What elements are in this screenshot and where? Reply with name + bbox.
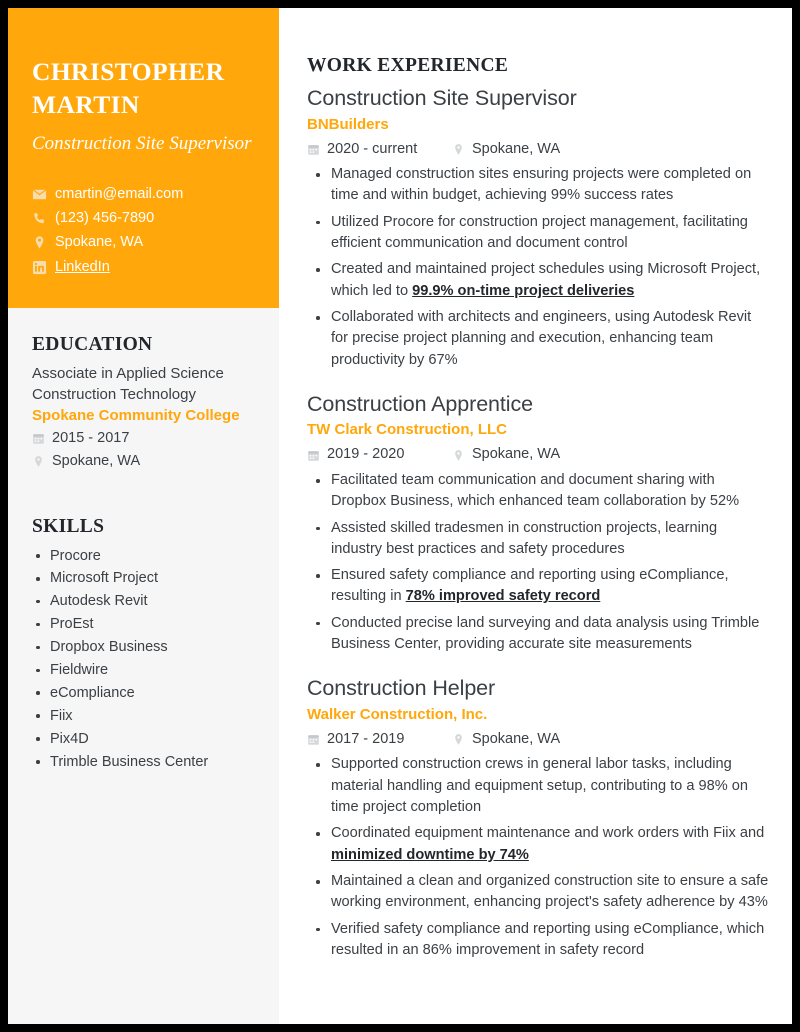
contact-location-text: Spokane, WA	[55, 234, 144, 251]
education-degree: Associate in Applied Science	[32, 364, 224, 382]
job-entry	[307, 391, 770, 656]
job-bullet	[307, 259, 770, 302]
job-company: Walker Construction, Inc.	[307, 705, 488, 723]
bullet-text: Facilitated team communication and document sharing with Dropbox Business, which enhanced team collaboration by 52%	[331, 471, 740, 510]
bullet-text: Verified safety compliance and reporting using eCompliance, which resulted in an 86% improvement in safety record	[331, 920, 765, 958]
bullet-text: Utilized Procore for construction project management, facilitating efficient communication and document control	[331, 213, 748, 252]
job-bullet	[307, 823, 770, 866]
education-location	[32, 450, 255, 473]
location-pin-icon	[32, 235, 47, 250]
contact-phone-text: (123) 456-7890	[55, 210, 155, 227]
education-school: Spokane Community College	[32, 407, 240, 425]
job-bullet-list	[307, 754, 770, 961]
skill-item: Autodesk Revit	[32, 590, 255, 613]
job-bullet	[307, 754, 770, 818]
phone-icon	[32, 211, 47, 226]
bullet-text: Supported construction crews in general labor tasks, including material handling and equipment setup, contributing to a 98% on time project completion	[331, 756, 749, 816]
bullet-text: Created and maintained project schedules using Microsoft Project, which led to	[331, 261, 761, 299]
job-dates-text: 2017 - 2019	[327, 730, 405, 747]
location-pin-icon	[452, 733, 465, 746]
job-dates	[307, 443, 452, 466]
job-entry	[307, 85, 770, 371]
job-location	[452, 728, 560, 751]
job-location-text: Spokane, WA	[472, 730, 561, 747]
job-bullet	[307, 518, 770, 561]
bullet-text: Managed construction sites ensuring projects were completed on time and within budget, achieving 99% success rates	[331, 166, 752, 204]
job-entry	[307, 675, 770, 961]
jobs-container	[307, 85, 770, 961]
calendar-icon	[307, 733, 320, 746]
location-pin-icon	[32, 455, 45, 468]
job-bullet-list	[307, 470, 770, 655]
skill-item: Fiix	[32, 705, 255, 728]
sidebar-header	[8, 8, 279, 308]
contact-email-text: cmartin@email.com	[55, 185, 184, 202]
bullet-highlight: 99.9% on-time project deliveries	[412, 282, 635, 299]
envelope-icon	[32, 187, 47, 202]
job-bullet	[307, 470, 770, 513]
bullet-text: Maintained a clean and organized construction site to ensure a safe working environment, enhancing project's safety adherence by 43%	[331, 872, 769, 911]
education-section	[32, 334, 255, 474]
candidate-name: CHRISTOPHER MARTIN	[32, 57, 225, 119]
skill-item: Dropbox Business	[32, 636, 255, 659]
sidebar	[8, 8, 279, 1024]
job-meta	[307, 728, 770, 751]
job-location-text: Spokane, WA	[472, 446, 561, 463]
job-title: Construction Apprentice	[307, 391, 533, 416]
job-bullet	[307, 871, 770, 914]
job-title: Construction Site Supervisor	[307, 86, 577, 110]
job-location	[452, 138, 560, 161]
job-dates-text: 2020 - current	[327, 140, 418, 157]
job-bullet-list	[307, 164, 770, 371]
job-bullet	[307, 613, 770, 656]
skill-item: Pix4D	[32, 728, 255, 751]
contact-item-linkedin[interactable]	[32, 256, 255, 279]
job-company: BNBuilders	[307, 115, 389, 133]
job-meta	[307, 443, 770, 466]
skills-heading: SKILLS	[32, 515, 105, 537]
job-bullet	[307, 164, 770, 207]
job-location	[452, 443, 560, 466]
contact-list	[32, 183, 255, 279]
job-dates	[307, 728, 452, 751]
skill-item: Fieldwire	[32, 659, 255, 682]
bullet-text: Conducted precise land surveying and data analysis using Trimble Business Center, providing accurate site measurements	[331, 614, 760, 653]
skill-item: Procore	[32, 545, 255, 568]
skills-list	[32, 545, 255, 774]
skill-item: Microsoft Project	[32, 567, 255, 590]
bullet-text: Ensured safety compliance and reporting using eCompliance, resulting in	[331, 567, 729, 605]
location-pin-icon	[452, 449, 465, 462]
job-bullet	[307, 307, 770, 371]
bullet-text: Assisted skilled tradesmen in construction projects, learning industry best practices and safety procedures	[331, 519, 718, 557]
education-heading: EDUCATION	[32, 333, 153, 355]
job-dates	[307, 138, 452, 161]
calendar-icon	[32, 432, 45, 445]
work-experience-heading: WORK EXPERIENCE	[307, 55, 509, 76]
sidebar-body	[8, 308, 279, 774]
job-location-text: Spokane, WA	[472, 140, 561, 157]
contact-item-phone[interactable]	[32, 207, 255, 230]
bullet-highlight: minimized downtime by 74%	[331, 846, 529, 863]
bullet-text: Coordinated equipment maintenance and work orders with Fiix and	[331, 825, 765, 842]
calendar-icon	[307, 143, 320, 156]
job-bullet	[307, 565, 770, 608]
skill-item: eCompliance	[32, 682, 255, 705]
candidate-headline: Construction Site Supervisor	[32, 133, 252, 155]
linkedin-icon	[32, 260, 47, 275]
education-dates	[32, 427, 255, 450]
job-dates-text: 2019 - 2020	[327, 446, 405, 463]
job-meta	[307, 138, 770, 161]
education-field: Construction Technology	[32, 385, 196, 403]
skill-item: ProEst	[32, 613, 255, 636]
job-bullet	[307, 919, 770, 962]
bullet-highlight: 78% improved safety record	[405, 588, 601, 605]
contact-item-email[interactable]	[32, 183, 255, 206]
education-location-text: Spokane, WA	[52, 453, 141, 470]
location-pin-icon	[452, 143, 465, 156]
skill-item: Trimble Business Center	[32, 751, 255, 774]
job-company: TW Clark Construction, LLC	[307, 421, 507, 439]
contact-item-location	[32, 231, 255, 254]
education-dates-text: 2015 - 2017	[52, 429, 130, 446]
job-title: Construction Helper	[307, 676, 496, 701]
resume-page	[8, 8, 792, 1024]
main-column	[279, 8, 792, 1024]
contact-linkedin-link[interactable]: LinkedIn	[55, 258, 110, 275]
skills-section	[32, 516, 255, 774]
bullet-text: Collaborated with architects and engineers, using Autodesk Revit for precise project planning and execution, enhancing team productivity by 67%	[331, 308, 752, 368]
calendar-icon	[307, 449, 320, 462]
job-bullet	[307, 212, 770, 255]
